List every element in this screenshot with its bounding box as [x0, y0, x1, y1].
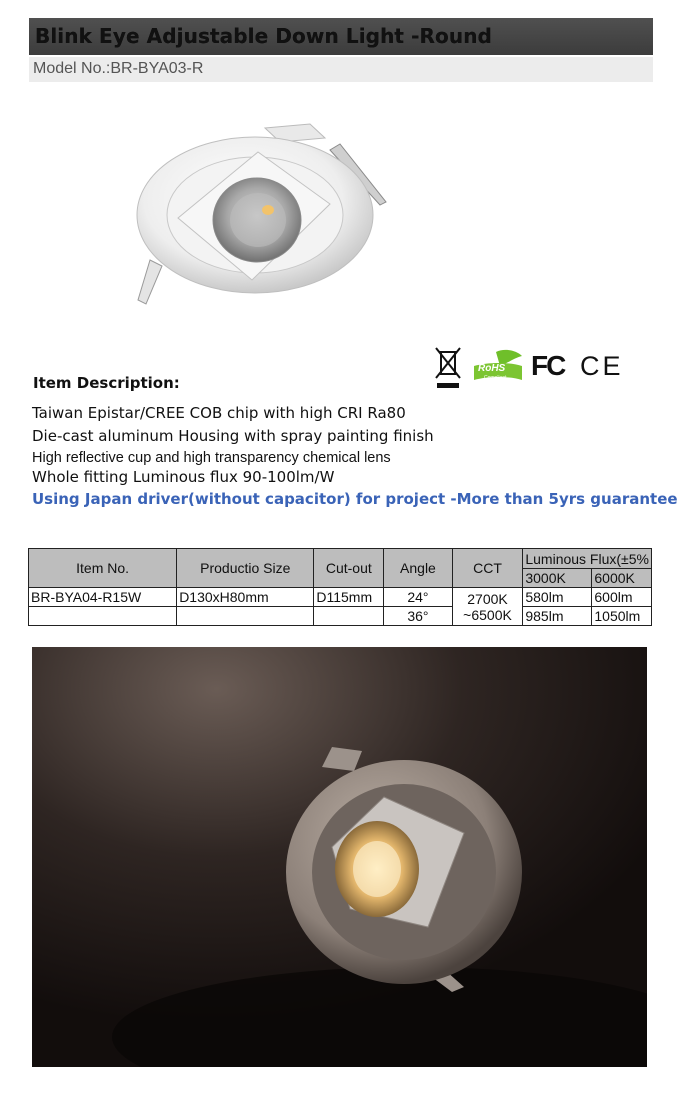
ce-mark	[580, 346, 624, 390]
cell-cct-top: 2700K	[452, 588, 523, 607]
spec-table	[28, 548, 652, 626]
description-line: High reflective cup and high transparency chemical lens	[32, 450, 391, 466]
cell-cutout: D115mm	[314, 588, 384, 607]
cell-flux-6000k: 1050lm	[592, 607, 652, 626]
cell-flux-6000k: 600lm	[592, 588, 652, 607]
cell-size: D130xH80mm	[177, 588, 314, 607]
col-cct: CCT	[452, 549, 523, 588]
cell-cutout-empty	[314, 607, 384, 626]
driver-guarantee-note: Using Japan driver(without capacitor) for project -More than 5yrs guarantee	[32, 490, 678, 508]
model-number: Model No.:BR-BYA03-R	[33, 60, 204, 77]
product-image-top	[130, 120, 400, 320]
model-bar	[29, 57, 653, 82]
cell-size-empty	[177, 607, 314, 626]
product-photo	[32, 647, 647, 1067]
col-luminous-flux: Luminous Flux(±5%	[523, 549, 652, 569]
description-line: Taiwan Epistar/CREE COB chip with high CRI Ra80	[32, 404, 406, 422]
rohs-label: RoHS	[478, 363, 506, 374]
cell-cct-bottom: ~6500K	[452, 607, 523, 626]
col-flux-6000k: 6000K	[592, 569, 652, 588]
title-bar	[29, 18, 653, 55]
table-row	[29, 607, 652, 626]
ce-icon: CE	[580, 351, 624, 381]
cell-item-no: BR-BYA04-R15W	[29, 588, 177, 607]
rohs-sublabel: Compliant	[484, 375, 507, 381]
cell-item-no-empty	[29, 607, 177, 626]
fc-mark	[531, 346, 575, 390]
col-item-no: Item No.	[29, 549, 177, 588]
page-title: Blink Eye Adjustable Down Light -Round	[35, 24, 492, 48]
col-cut-out: Cut-out	[314, 549, 384, 588]
installed-light-photo	[32, 647, 647, 1067]
description-line: Die-cast aluminum Housing with spray painting finish	[32, 427, 434, 445]
fc-icon: FC	[531, 350, 565, 381]
weee-bin-icon	[432, 346, 464, 390]
description-heading: Item Description:	[33, 374, 180, 392]
description-line: Whole fitting Luminous flux 90-100lm/W	[32, 468, 335, 486]
cell-angle: 24°	[384, 588, 452, 607]
col-product-size: Productio Size	[177, 549, 314, 588]
cell-flux-3000k: 985lm	[523, 607, 592, 626]
table-row	[29, 588, 652, 607]
col-flux-3000k: 3000K	[523, 569, 592, 588]
rohs-icon	[470, 346, 526, 390]
cell-angle: 36°	[384, 607, 452, 626]
cell-flux-3000k: 580lm	[523, 588, 592, 607]
col-angle: Angle	[384, 549, 452, 588]
